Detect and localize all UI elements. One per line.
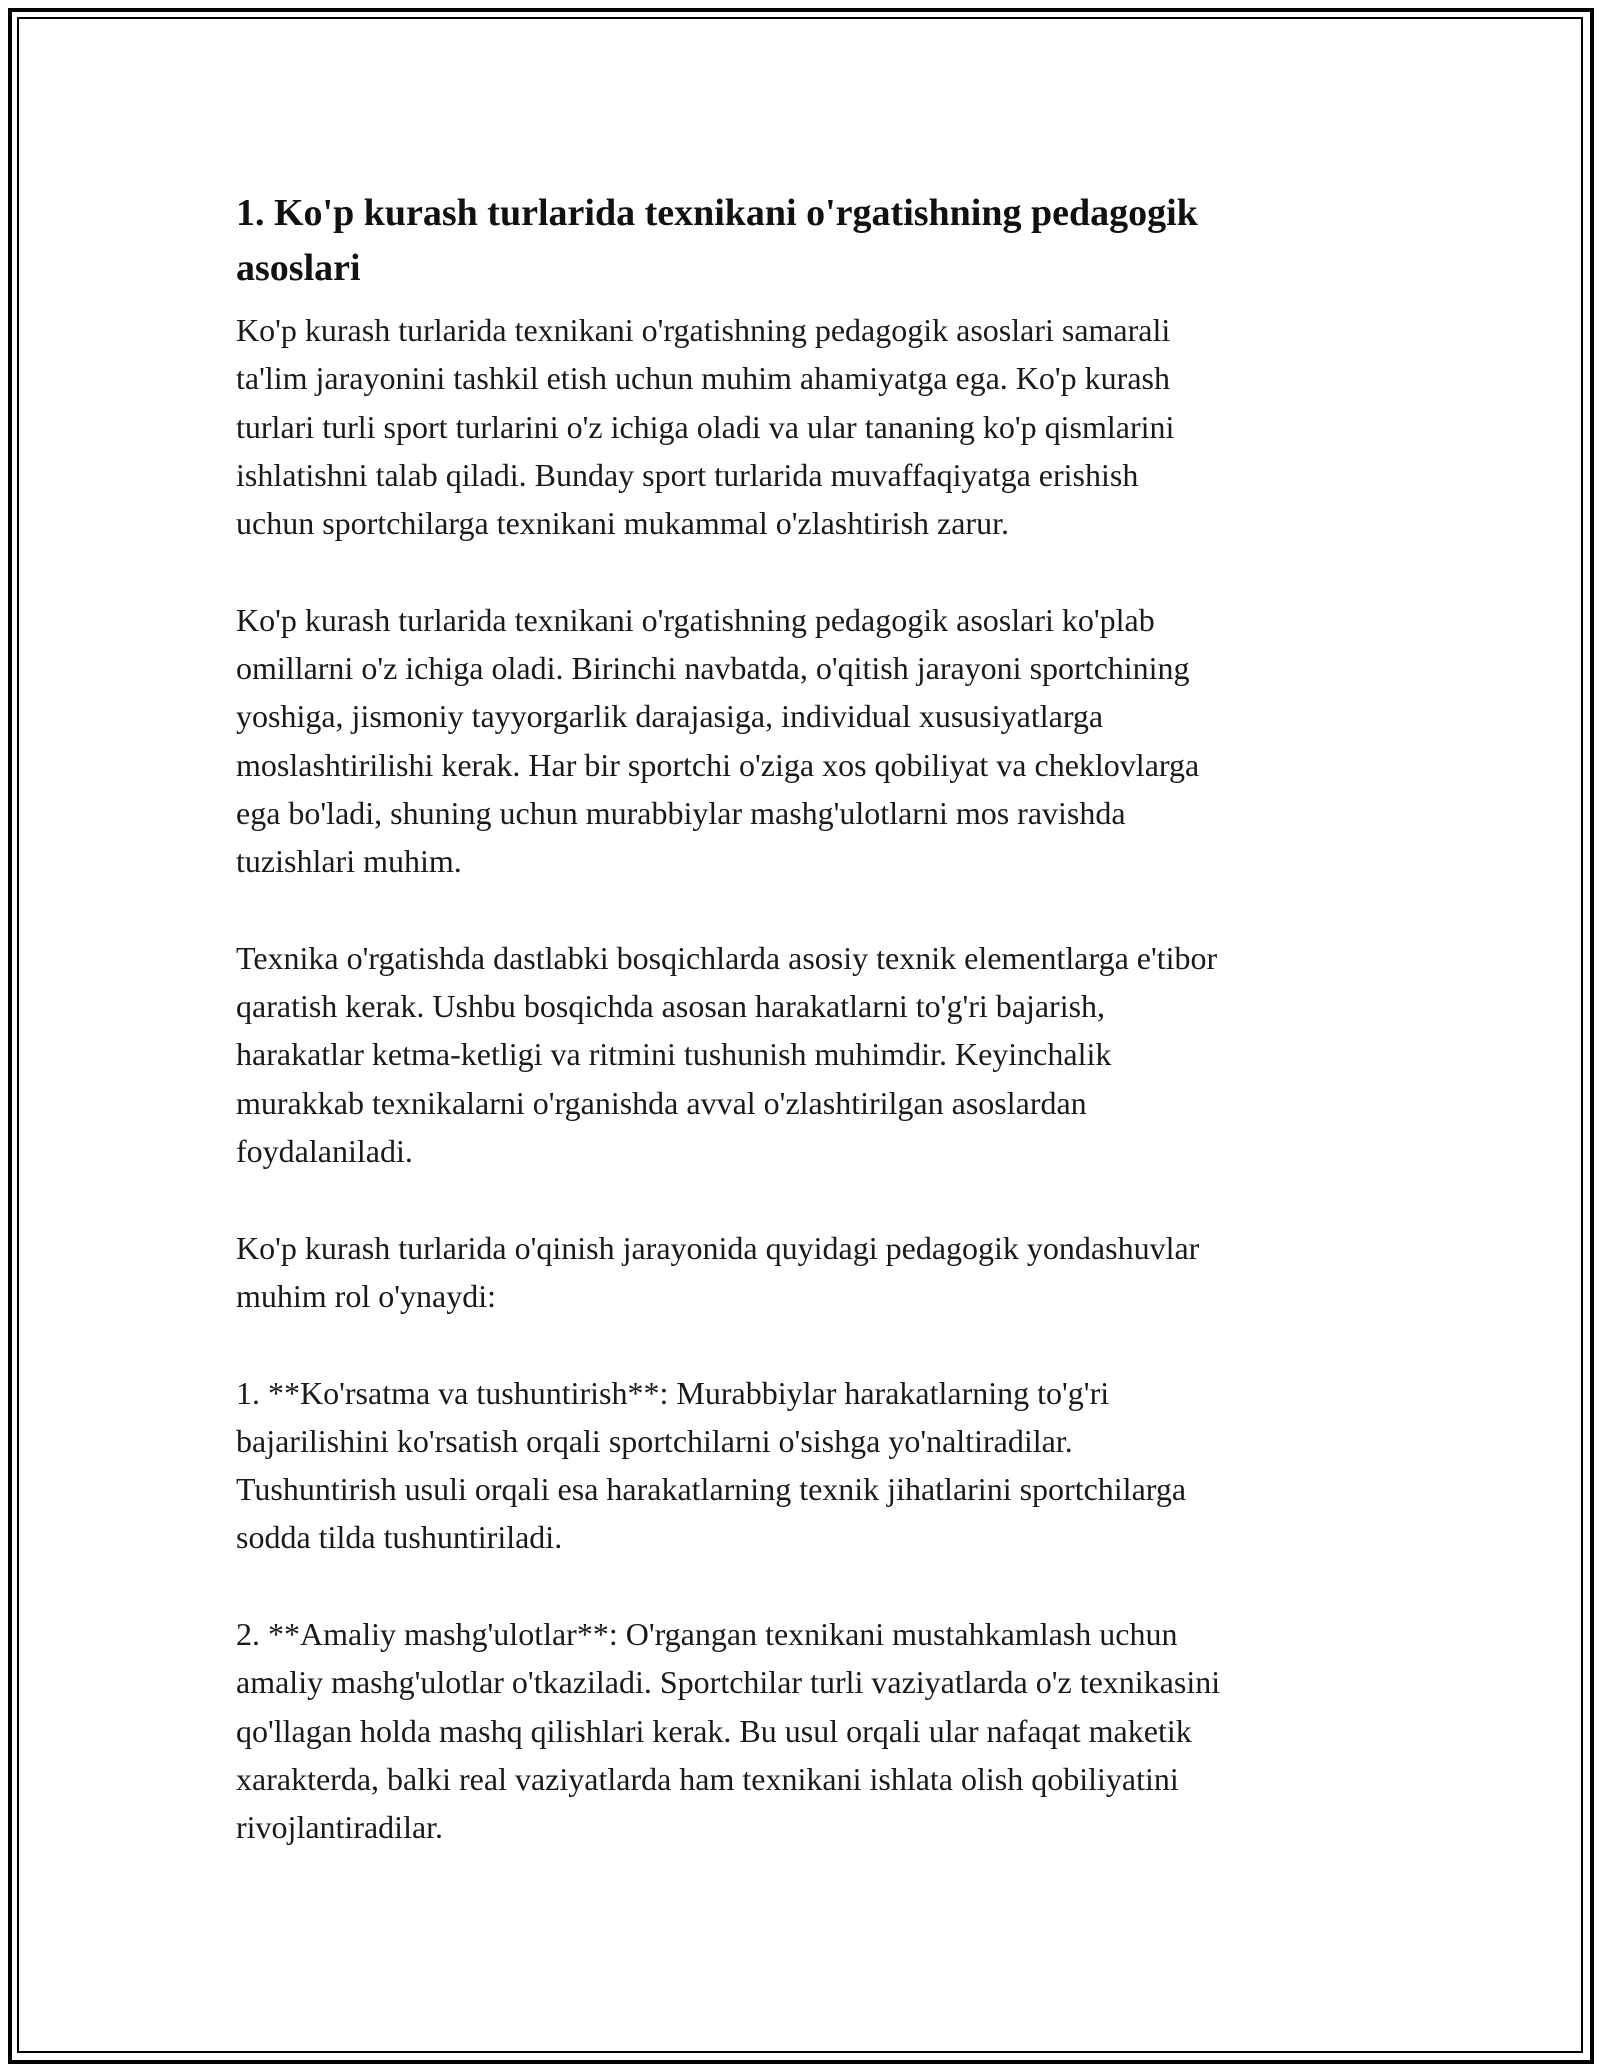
document-body — [236, 186, 1376, 1900]
paragraph-intro: Ko'p kurash turlarida texnikani o'rgatishning pedagogik asoslari samarali ta'lim jarayonini tashkil etish uchun muhim ahamiyatga ega. Ko'p kurash turlari turli sport turlarini o'z ichiga oladi va ular tananing ko'p qismlarini ishlatishni talab qiladi. Bunday sport turlarida muvaffaqiyatga erishish uchun sportchilarga texnikani mukammal o'zlashtirish zarur. — [236, 312, 1175, 542]
list-item-demonstration: 1. **Ko'rsatma va tushuntirish**: Murabbiylar harakatlarning to'g'ri bajarilishini ko'rsatish orqali sportchilarni o'sishga yo'naltiradilar. Tushuntirish usuli orqali esa harakatlarning texnik jihatlarini sportchilarga sodda tilda tushuntiriladi. — [236, 1374, 1187, 1556]
section-heading: 1. Ko'p kurash turlarida texnikani o'rgatishning pedagogik asoslari — [236, 192, 1198, 289]
list-item-practical-training: 2. **Amaliy mashg'ulotlar**: O'rgangan texnikani mustahkamlash uchun amaliy mashg'ulotlar o'tkaziladi. Sportchilar turli vaziyatlarda o'z texnikasini qo'llagan holda mashq qilishlari kerak. Bu usul orqali ular nafaqat maketik xarakterda, balki real vaziyatlarda ham texnikani ishlata olish qobiliyatini rivojlantiradilar. — [236, 1616, 1221, 1846]
paragraph-approaches-intro: Ko'p kurash turlarida o'qinish jarayonida quyidagi pedagogik yondashuvlar muhim rol o'ynaydi: — [236, 1229, 1200, 1314]
paragraph-factors: Ko'p kurash turlarida texnikani o'rgatishning pedagogik asoslari ko'plab omillarni o'z ichiga oladi. Birinchi navbatda, o'qitish jarayoni sportchining yoshiga, jismoniy tayyorgarlik darajasiga, individual xususiyatlarga moslashtirilishi kerak. Har bir sportchi o'ziga xos qobiliyat va cheklovlarga ega bo'ladi, shuning uchun murabbiylar mashg'ulotlarni mos ravishda tuzishlari muhim. — [236, 601, 1200, 880]
paragraph-initial-stages: Texnika o'rgatishda dastlabki bosqichlarda asosiy texnik elementlarga e'tibor qaratish kerak. Ushbu bosqichda asosan harakatlarni to'g'ri bajarish, harakatlar ketma-ketligi va ritmini tushunish muhimdir. Keyinchalik murakkab texnikalarni o'rganishda avval o'zlashtirilgan asoslardan foydalaniladi. — [236, 939, 1218, 1170]
